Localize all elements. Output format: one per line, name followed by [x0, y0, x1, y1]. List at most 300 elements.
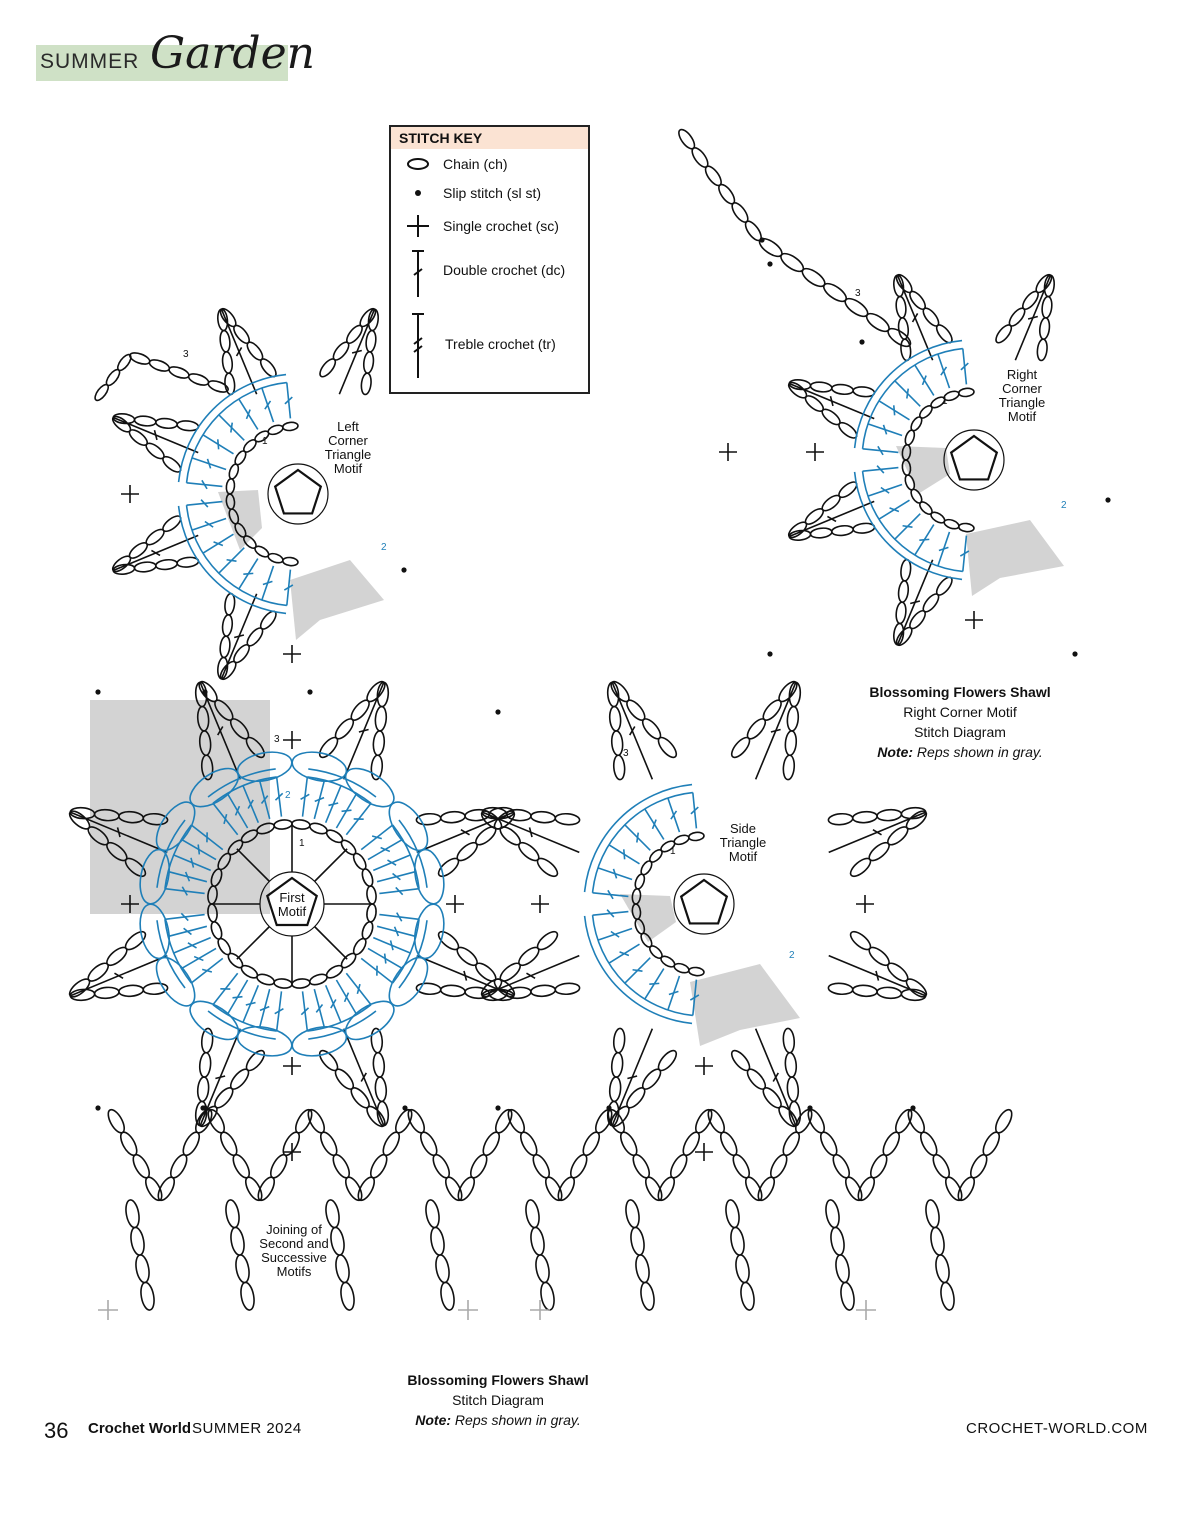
key-row-dc	[391, 247, 588, 299]
ring-chain	[958, 388, 974, 398]
dc-stitch-tick	[198, 845, 199, 855]
round-number-2: 2	[789, 950, 795, 961]
chain-stitch	[943, 1175, 965, 1203]
chain-stitch	[535, 929, 561, 953]
label-line: Left	[337, 419, 359, 434]
chain-stitch	[539, 1281, 556, 1311]
ring-chain	[267, 424, 284, 437]
ring-chain	[292, 819, 311, 830]
chain-stitch	[155, 418, 177, 430]
chain-stitch	[222, 351, 234, 373]
label-line: Corner	[328, 433, 368, 448]
chain-stitch	[739, 1281, 756, 1311]
ring-chain	[673, 962, 690, 975]
chain-stitch	[868, 1152, 890, 1180]
chain-stitch	[782, 755, 795, 780]
label-line: Successive	[261, 1250, 327, 1265]
dc-stitch-tick	[231, 423, 232, 433]
chain-stitch	[224, 1199, 241, 1229]
ring-chain	[209, 920, 223, 940]
caption-line: Stitch Diagram	[452, 1392, 544, 1408]
ring-chain	[673, 834, 690, 847]
chain-stitch	[505, 1107, 527, 1135]
ring-chain	[366, 886, 377, 905]
ring-chain	[308, 821, 328, 835]
chain-stitch	[895, 602, 907, 624]
chain-stitch	[118, 984, 143, 997]
dc-stitch-tick	[919, 539, 929, 540]
dc-stitch-tick	[633, 970, 643, 971]
slip-stitch-mark	[202, 689, 207, 694]
chain-stitch	[880, 1130, 902, 1158]
chain-stitch	[828, 982, 853, 995]
chain-stitch	[118, 1130, 140, 1158]
gray-rep-area	[290, 560, 384, 640]
ring-chain	[410, 847, 448, 906]
chain-stitch	[436, 855, 462, 879]
chain-stitch	[786, 1077, 799, 1102]
chain-stitch	[530, 1152, 552, 1180]
chain-stitch	[534, 1254, 551, 1284]
label-line: Motif	[728, 849, 758, 864]
round-number-1: 1	[299, 838, 305, 849]
ring-chain	[410, 902, 448, 961]
chain-stitch	[129, 1226, 146, 1256]
round-number-1: 1	[262, 436, 268, 447]
round-arc	[208, 1011, 276, 1039]
chain-stitch	[831, 384, 853, 396]
chain-stitch	[424, 1199, 441, 1229]
chain-stitch	[843, 1175, 865, 1203]
chain-stitch	[180, 1130, 202, 1158]
chain-stitch	[230, 1152, 252, 1180]
chain-stitch	[380, 1130, 402, 1158]
caption-note	[820, 742, 1100, 762]
slip-stitch-mark	[1105, 497, 1110, 502]
chain-stitch	[1041, 296, 1053, 318]
issue-label: SUMMER 2024	[192, 1420, 302, 1437]
chain-stitch	[168, 1152, 190, 1180]
chain-stitch	[655, 735, 679, 761]
dc-stitch-tick	[218, 439, 219, 449]
chain-stitch	[305, 1107, 327, 1135]
dc-stitch-tick	[205, 522, 213, 528]
dc-stitch-tick	[624, 849, 625, 859]
chain-stitch	[782, 1028, 795, 1053]
chain-stitch	[639, 1281, 656, 1311]
chain-stitch	[1039, 317, 1051, 339]
chain-stitch	[374, 706, 387, 731]
dc-stitch-tick	[941, 367, 947, 375]
key-row-slip	[391, 182, 588, 204]
chain-stitch	[829, 1226, 846, 1256]
chain-stitch	[440, 984, 465, 997]
chain-stitch	[1036, 339, 1048, 361]
chain-stitch	[655, 1175, 677, 1203]
chain-stitch	[831, 525, 853, 537]
chain-stitch	[895, 296, 907, 318]
round-number-1: 1	[670, 846, 676, 857]
ring-chain	[267, 552, 284, 565]
label-line: Motif	[333, 461, 363, 476]
chain-stitch	[828, 813, 853, 826]
chain-stitch	[207, 379, 230, 395]
note-text: Reps shown in gray.	[454, 1412, 581, 1428]
label-line: Motif	[277, 904, 307, 919]
chain-stitch	[893, 1107, 915, 1135]
chain-stitch	[365, 330, 377, 352]
caption-title: Blossoming Flowers Shawl	[407, 1372, 589, 1388]
chain-stitch	[506, 809, 531, 822]
chain-stitch	[755, 1175, 777, 1203]
caption-line: Stitch Diagram	[914, 724, 1006, 740]
chain-stitch	[143, 1175, 165, 1203]
chain-stitch	[852, 984, 877, 997]
chain-stitch	[187, 372, 210, 388]
chain-stitch	[268, 1152, 290, 1180]
center-ring	[951, 436, 997, 479]
label-right-corner-motif	[990, 368, 1054, 424]
ring-chain	[958, 523, 974, 533]
slip-stitch-mark	[95, 689, 100, 694]
slip-stitch-mark	[401, 567, 406, 572]
ring-chain	[366, 904, 377, 923]
chain-stitch	[222, 614, 234, 636]
slip-stitch-mark	[759, 237, 764, 242]
chain-stitch	[555, 813, 580, 826]
caption-main	[357, 1370, 639, 1430]
chain-icon	[403, 153, 433, 175]
chain-stitch	[877, 986, 902, 999]
chain-stitch	[343, 1175, 365, 1203]
chain-stitch	[155, 559, 177, 571]
chain-stitch	[611, 730, 624, 755]
dc-stitch-tick	[907, 389, 908, 399]
chain-stitch	[810, 527, 832, 539]
chain-stitch	[468, 1152, 490, 1180]
caption-note	[357, 1410, 639, 1430]
chain-stitch	[929, 1226, 946, 1256]
chain-stitch	[629, 1226, 646, 1256]
sc-spoke	[237, 927, 270, 960]
chain-stitch	[368, 1152, 390, 1180]
chain-stitch	[784, 1052, 797, 1077]
chain-stitch	[155, 1175, 177, 1203]
chain-stitch	[229, 1226, 246, 1256]
chain-stitch	[134, 415, 156, 427]
chain-stitch	[668, 1152, 690, 1180]
center-ring	[681, 880, 727, 923]
gray-rep-area	[90, 700, 270, 914]
label-left-corner-motif	[316, 420, 380, 476]
chain-stitch	[506, 986, 531, 999]
ring-chain	[308, 972, 328, 986]
round-number-3: 3	[855, 288, 861, 299]
chain-stitch	[239, 1281, 256, 1311]
chain-stitch	[834, 1254, 851, 1284]
ring-chain	[274, 978, 293, 989]
label-line: Motifs	[276, 1264, 312, 1279]
key-label-tr: Treble crochet (tr)	[445, 336, 556, 352]
slip-stitch-mark	[307, 689, 312, 694]
label-line: Joining of	[266, 1222, 322, 1237]
page-number: 36	[44, 1418, 69, 1443]
chain-stitch	[518, 1130, 540, 1158]
gray-rep-area	[966, 520, 1064, 596]
slip-stitch-icon	[403, 182, 433, 204]
chain-stitch	[255, 1175, 277, 1203]
note-label: Note:	[415, 1412, 452, 1428]
chain-stitch	[293, 1107, 315, 1135]
key-row-chain	[391, 153, 588, 175]
chain-stitch	[355, 1175, 377, 1203]
stitch-key	[389, 125, 590, 394]
chain-stitch	[372, 730, 385, 755]
round-number-2: 2	[381, 542, 387, 553]
header-summer: SUMMER	[40, 50, 140, 73]
chain-stitch	[393, 1107, 415, 1135]
chain-stitch	[555, 982, 580, 995]
chain-stitch	[128, 351, 151, 367]
chain-stitch	[94, 986, 119, 999]
chain-stitch	[434, 1254, 451, 1284]
chain-stitch	[134, 1254, 151, 1284]
ring-chain	[360, 868, 374, 888]
dc-stitch-tick	[894, 405, 895, 415]
note-label: Note:	[877, 744, 914, 760]
center-ring	[275, 470, 321, 513]
round-arc	[399, 820, 427, 888]
ring-chain	[290, 748, 349, 786]
dc-stitch-tick	[671, 811, 677, 819]
slip-stitch-mark	[402, 1105, 407, 1110]
chain-stitch	[918, 1130, 940, 1158]
key-label-sc: Single crochet (sc)	[443, 218, 559, 234]
slip-stitch-mark	[495, 1105, 500, 1110]
chain-stitch	[993, 1107, 1015, 1135]
chain-stitch	[734, 1254, 751, 1284]
chain-stitch	[630, 1152, 652, 1180]
round-number-3: 3	[623, 748, 629, 759]
chain-stitch	[493, 1107, 515, 1135]
chain-stitch	[405, 1107, 427, 1135]
chain-stitch	[197, 1077, 210, 1102]
chain-stitch	[609, 1077, 622, 1102]
stitch-key-title: STITCH KEY	[391, 127, 588, 149]
slip-stitch-mark	[807, 1105, 812, 1110]
label-joining-motifs	[248, 1223, 340, 1279]
slip-stitch-mark	[1072, 651, 1077, 656]
gray-rep-area	[896, 446, 950, 494]
dc-stitch-tick	[243, 573, 253, 574]
key-label-slip: Slip stitch (sl st)	[443, 185, 542, 201]
round-arc	[308, 769, 376, 797]
chain-stitch	[317, 1048, 341, 1074]
chain-stitch	[219, 636, 231, 658]
slip-stitch-mark	[200, 1105, 205, 1110]
chain-stitch	[105, 1107, 127, 1135]
round-arc	[399, 920, 427, 988]
chain-stitch	[613, 1028, 626, 1053]
chain-stitch	[830, 1152, 852, 1180]
key-label-dc: Double crochet (dc)	[443, 262, 566, 278]
chain-stitch	[780, 1130, 802, 1158]
round-number-3: 3	[183, 349, 189, 360]
ring-chain	[228, 463, 241, 480]
chain-stitch	[905, 1107, 927, 1135]
chain-stitch	[930, 1152, 952, 1180]
round-number-1: 1	[942, 396, 948, 407]
chain-stitch	[924, 1199, 941, 1229]
chain-stitch	[318, 1130, 340, 1158]
chain-stitch	[530, 811, 555, 824]
dc-stitch-tick	[233, 997, 243, 998]
chain-stitch	[429, 1226, 446, 1256]
label-line: Motif	[1007, 409, 1037, 424]
chain-stitch	[955, 1175, 977, 1203]
double-crochet-icon	[403, 247, 433, 299]
chain-stitch	[968, 1152, 990, 1180]
chain-stitch	[618, 1130, 640, 1158]
chain-stitch	[818, 1130, 840, 1158]
chain-stitch	[634, 1254, 651, 1284]
chain-stitch	[199, 1052, 212, 1077]
chain-stitch	[724, 1199, 741, 1229]
chain-stitch	[123, 929, 149, 953]
chain-stitch	[705, 1107, 727, 1135]
label-side-triangle-motif	[710, 822, 776, 864]
slip-stitch-mark	[767, 261, 772, 266]
chain-stitch	[418, 1130, 440, 1158]
chain-stitch	[934, 1254, 951, 1284]
ring-chain	[360, 920, 374, 940]
chain-stitch	[439, 1281, 456, 1311]
gray-rep-area	[218, 490, 262, 550]
dc-stitch-tick	[903, 526, 913, 527]
chain-stitch	[480, 1130, 502, 1158]
chain-stitch	[784, 730, 797, 755]
ring-chain	[904, 429, 917, 446]
chain-stitch	[543, 1175, 565, 1203]
label-line: Triangle	[324, 447, 372, 462]
slip-stitch-mark	[495, 709, 500, 714]
chain-stitch	[148, 358, 171, 374]
dc-stitch-tick	[265, 401, 271, 409]
label-line: Right	[1006, 367, 1038, 382]
chain-stitch	[372, 1052, 385, 1077]
chain-stitch	[729, 1048, 753, 1074]
chain-stitch	[768, 1152, 790, 1180]
chain-stitch	[455, 1175, 477, 1203]
chain-stitch	[430, 1152, 452, 1180]
chain-stitch	[330, 1152, 352, 1180]
slip-stitch-mark	[859, 339, 864, 344]
ring-chain	[282, 557, 298, 567]
chain-stitch	[363, 351, 375, 373]
dc-stitch-tick	[637, 833, 638, 843]
slip-stitch-mark	[95, 1105, 100, 1110]
chain-stitch	[115, 353, 133, 373]
chain-stitch	[898, 580, 910, 602]
ring-chain	[282, 422, 298, 432]
ring-chain	[688, 832, 704, 842]
label-line: First	[279, 890, 305, 905]
chain-stitch	[443, 1175, 465, 1203]
single-crochet-icon	[403, 213, 433, 239]
chain-stitch	[243, 1175, 265, 1203]
round-number-2: 2	[285, 790, 291, 801]
chain-stitch	[524, 1199, 541, 1229]
round-number-3: 3	[274, 734, 280, 745]
chain-stitch	[680, 1130, 702, 1158]
round-arc	[157, 920, 185, 988]
dc-stitch-tick	[385, 954, 386, 964]
chain-stitch	[529, 1226, 546, 1256]
label-line: Triangle	[998, 395, 1046, 410]
dc-stitch-tick	[649, 983, 659, 984]
chain-stitch	[568, 1152, 590, 1180]
ring-chain	[256, 972, 276, 986]
chain-stitch	[218, 1130, 240, 1158]
slip-stitch-mark	[767, 651, 772, 656]
chain-stitch	[339, 1281, 356, 1311]
ring-chain	[688, 967, 704, 977]
chain-stitch	[839, 1281, 856, 1311]
chain-stitch	[718, 1130, 740, 1158]
chain-stitch	[360, 373, 372, 395]
ring-chain	[290, 1022, 349, 1060]
chain-stitch	[219, 330, 231, 352]
chain-stitch	[580, 1130, 602, 1158]
sc-spoke	[315, 849, 348, 882]
sc-spoke	[315, 927, 348, 960]
chain-stitch	[555, 1175, 577, 1203]
dc-stitch-tick	[881, 488, 889, 494]
chain-stitch	[743, 1175, 765, 1203]
header-garden: Garden	[150, 28, 315, 79]
note-text: Reps shown in gray.	[916, 744, 1043, 760]
chain-stitch	[693, 1107, 715, 1135]
website-url: CROCHET-WORLD.COM	[966, 1420, 1148, 1437]
chain-stitch	[611, 1052, 624, 1077]
chain-stitch	[877, 809, 902, 822]
chain-stitch	[980, 1130, 1002, 1158]
slip-stitch-mark	[910, 1105, 915, 1110]
magazine-name: Crochet World	[88, 1420, 192, 1437]
dc-stitch-tick	[342, 810, 352, 811]
ring-chain	[943, 518, 960, 531]
key-row-tr	[391, 310, 588, 382]
dc-stitch-tick	[227, 560, 237, 561]
chain-stitch	[609, 706, 622, 731]
chain-stitch	[730, 1152, 752, 1180]
chain-stitch	[168, 365, 191, 381]
chain-stitch	[805, 1107, 827, 1135]
ring-chain	[235, 1022, 294, 1060]
chain-stitch	[205, 1107, 227, 1135]
chain-stitch	[440, 811, 465, 824]
caption-title: Blossoming Flowers Shawl	[869, 684, 1051, 700]
dc-stitch-tick	[611, 932, 619, 938]
slip-stitch-mark	[606, 1105, 611, 1110]
chain-stitch	[134, 561, 156, 573]
chain-stitch	[124, 1199, 141, 1229]
chain-stitch	[624, 1199, 641, 1229]
chain-stitch	[855, 1175, 877, 1203]
chain-stitch	[810, 381, 832, 393]
label-line: Side	[729, 821, 757, 836]
key-row-sc	[391, 213, 588, 239]
